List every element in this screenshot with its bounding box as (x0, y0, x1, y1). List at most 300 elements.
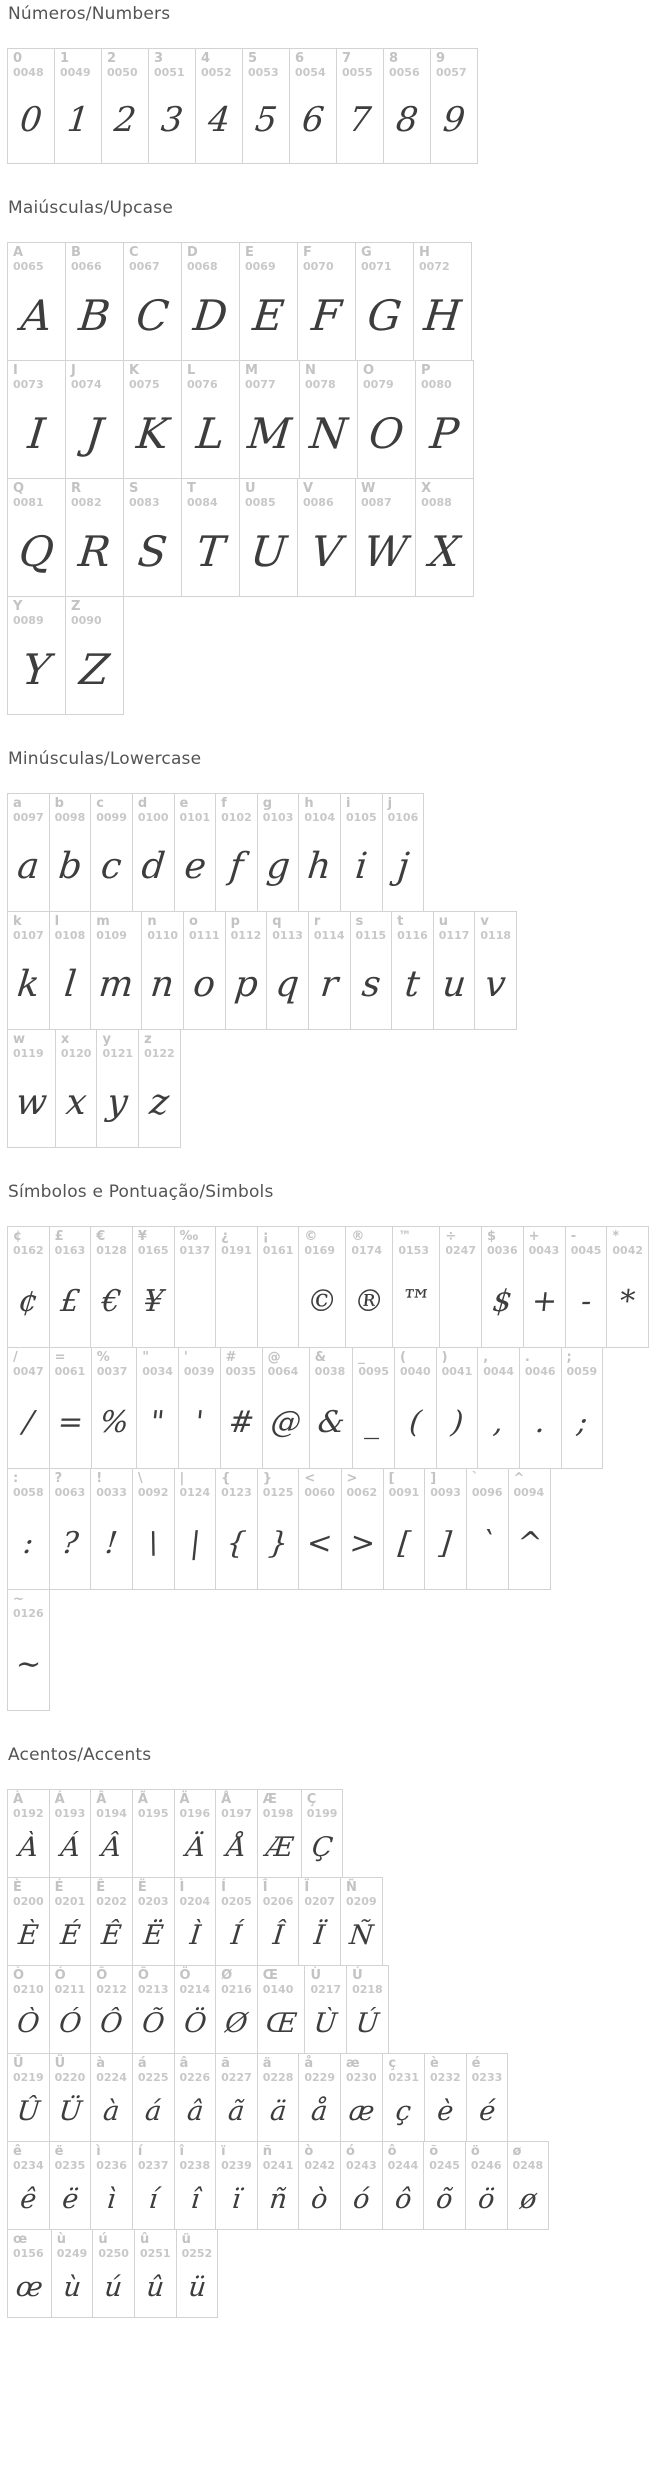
cell-unicode-code: 0082 (71, 496, 102, 510)
glyph-cell (298, 1877, 341, 1966)
cell-unicode-code: 0247 (445, 1244, 476, 1258)
cell-unicode-code: 0093 (430, 1486, 461, 1500)
cell-glyph-preview: C (133, 291, 172, 341)
cell-character-label: C (129, 245, 139, 260)
cell-glyph-preview: t (403, 964, 422, 1006)
cell-unicode-code: 0248 (512, 2159, 544, 2173)
cell-glyph-preview: Í (229, 1920, 244, 1952)
glyph-cell (413, 242, 472, 361)
cell-character-label: õ (429, 2144, 439, 2159)
glyph-cell (65, 596, 124, 715)
cell-character-label: n (147, 914, 157, 929)
cell-unicode-code: 0169 (304, 1244, 335, 1258)
section-title-numbers: Números/Numbers (8, 4, 171, 24)
glyph-cell (225, 911, 268, 1030)
cell-character-label: Å (221, 1792, 232, 1807)
cell-unicode-code: 0251 (139, 2247, 171, 2261)
cell-unicode-code: 0235 (54, 2159, 86, 2173)
cell-unicode-code: 0054 (295, 66, 326, 80)
cell-glyph-preview: ø (518, 2184, 538, 2216)
glyph-cell (430, 48, 478, 164)
cell-glyph-preview: < (305, 1526, 335, 1562)
glyph-cell (174, 1789, 217, 1878)
glyph-row (7, 793, 661, 912)
cell-unicode-code: 0035 (225, 1365, 257, 1379)
cell-unicode-code: 0174 (351, 1244, 382, 1258)
cell-unicode-code: 0225 (137, 2071, 169, 2085)
cell-character-label: ? (54, 1471, 63, 1486)
cell-glyph-preview: - (579, 1284, 593, 1320)
cell-unicode-code: 0067 (129, 260, 160, 274)
glyph-row (7, 911, 661, 1030)
cell-unicode-code: 0202 (96, 1895, 127, 1909)
cell-glyph-preview: c (99, 846, 124, 888)
cell-glyph-preview: = (55, 1405, 85, 1441)
cell-glyph-preview: } (266, 1526, 290, 1562)
cell-unicode-code: 0199 (306, 1807, 338, 1821)
cell-unicode-code: 0237 (137, 2159, 169, 2173)
glyph-cell (298, 1468, 341, 1590)
cell-glyph-preview: e (182, 846, 208, 888)
cell-glyph-preview: Ï (312, 1920, 327, 1952)
cell-character-label: Ü (54, 2056, 66, 2071)
cell-unicode-code: 0244 (387, 2159, 419, 2173)
cell-glyph-preview: 5 (253, 100, 279, 141)
cell-unicode-code: 0105 (346, 811, 377, 825)
glyph-cell (340, 2141, 383, 2230)
section-title-accents: Acentos/Accents (8, 1745, 152, 1765)
glyph-cell (436, 1347, 479, 1469)
cell-character-label: 7 (342, 51, 352, 66)
cell-glyph-preview (217, 1258, 257, 1345)
cell-character-label: ~ (13, 1592, 24, 1607)
cell-character-label: Ø (221, 1968, 233, 1983)
cell-character-label: k (13, 914, 22, 929)
cell-unicode-code: 0085 (245, 496, 276, 510)
glyph-cell (298, 1226, 346, 1348)
glyph-cell (141, 911, 184, 1030)
cell-character-label: z (144, 1032, 152, 1047)
section-lowercase (7, 749, 661, 1148)
cell-glyph-preview: # (226, 1405, 256, 1441)
cell-glyph-preview: d (139, 846, 167, 888)
cell-unicode-code: 0140 (262, 1983, 294, 1997)
cell-glyph-preview: ú (103, 2272, 124, 2304)
glyph-cell (178, 1347, 221, 1469)
cell-character-label: [ (388, 1471, 395, 1486)
cell-glyph-preview: i (353, 846, 370, 888)
section-title-lowercase: Minúsculas/Lowercase (8, 749, 202, 769)
cell-glyph-preview: N (307, 409, 350, 459)
cell-unicode-code: 0098 (54, 811, 86, 825)
cell-glyph-preview: ó (351, 2184, 372, 2216)
cell-unicode-code: 0073 (13, 378, 44, 392)
cell-character-label: í (137, 2144, 143, 2159)
cell-glyph-preview: í (147, 2184, 160, 2216)
cell-character-label: } (262, 1471, 273, 1486)
cell-unicode-code: 0206 (262, 1895, 294, 1909)
glyph-cell (415, 360, 474, 479)
cell-unicode-code: 0198 (262, 1807, 294, 1821)
glyph-cell (96, 1029, 139, 1148)
glyph-cell (266, 911, 309, 1030)
cell-glyph-preview: œ (14, 2272, 45, 2304)
cell-unicode-code: 0050 (107, 66, 138, 80)
cell-unicode-code: 0034 (142, 1365, 173, 1379)
glyph-cell (383, 48, 431, 164)
cell-character-label: a (13, 796, 22, 811)
cell-glyph-preview: g (264, 846, 292, 888)
cell-glyph-preview: Ê (100, 1920, 124, 1952)
cell-glyph-preview: æ (347, 2096, 377, 2128)
cell-unicode-code: 0165 (137, 1244, 169, 1258)
cell-glyph-preview: J (83, 409, 106, 459)
cell-unicode-code: 0078 (305, 378, 336, 392)
cell-character-label: 9 (436, 51, 446, 66)
glyph-cell (7, 1468, 50, 1590)
glyph-cell (174, 1226, 217, 1348)
cell-unicode-code: 0064 (267, 1365, 299, 1379)
cell-character-label: , (483, 1350, 489, 1365)
cell-character-label: c (96, 796, 104, 811)
cell-glyph-preview: ` (477, 1526, 497, 1562)
cell-glyph-preview: v (483, 964, 509, 1006)
cell-glyph-preview: @ (268, 1405, 303, 1441)
glyph-cell (477, 1347, 520, 1469)
cell-character-label: ä (262, 2056, 272, 2071)
glyph-cell (481, 1226, 524, 1348)
cell-unicode-code: 0101 (179, 811, 211, 825)
glyph-cell (195, 48, 243, 164)
glyph-cell (49, 1347, 92, 1469)
glyph-cell (90, 1468, 133, 1590)
cell-unicode-code: 0102 (221, 811, 252, 825)
cell-glyph-preview: m (97, 964, 136, 1006)
cell-glyph-preview: Û (15, 2096, 42, 2128)
cell-character-label: + (528, 1229, 540, 1244)
glyph-cell (423, 2141, 466, 2230)
cell-character-label: Ù (310, 1968, 322, 1983)
cell-glyph-preview: 0 (18, 100, 44, 141)
cell-unicode-code: 0090 (71, 614, 102, 628)
glyph-cell (215, 2141, 258, 2230)
cell-glyph-preview: Ü (56, 2096, 83, 2128)
cell-character-label: W (361, 481, 376, 496)
glyph-cell (148, 48, 196, 164)
glyph-cell (91, 1347, 138, 1469)
cell-character-label: ç (388, 2056, 397, 2071)
cell-glyph-preview: 6 (300, 100, 326, 141)
glyph-cell (174, 2141, 217, 2230)
cell-character-label: € (96, 1229, 106, 1244)
glyph-cell (466, 2053, 509, 2142)
cell-character-label: H (419, 245, 430, 260)
cell-glyph-preview: ( (407, 1405, 424, 1441)
glyph-cell (215, 793, 258, 912)
cell-character-label: á (137, 2056, 147, 2071)
cell-glyph-preview: Ë (141, 1920, 165, 1952)
cell-unicode-code: 0046 (524, 1365, 556, 1379)
glyph-row (7, 1789, 661, 1878)
cell-character-label: e (179, 796, 189, 811)
cell-unicode-code: 0071 (361, 260, 392, 274)
cell-character-label: Í (221, 1880, 226, 1895)
cell-character-label: è (430, 2056, 439, 2071)
cell-glyph-preview: M (245, 409, 294, 459)
glyph-cell (90, 793, 133, 912)
cell-unicode-code: 0194 (96, 1807, 127, 1821)
cell-unicode-code: 0153 (398, 1244, 429, 1258)
cell-character-label: ' (183, 1350, 188, 1365)
glyph-cell (123, 478, 182, 597)
cell-glyph-preview: ¢ (16, 1284, 40, 1320)
cell-glyph-preview: ~ (14, 1647, 43, 1683)
glyph-cell (134, 2229, 177, 2318)
cell-character-label: ñ (262, 2144, 273, 2159)
glyph-row (7, 1226, 661, 1348)
cell-character-label: s (355, 914, 364, 929)
cell-character-label: d (137, 796, 148, 811)
cell-unicode-code: 0119 (13, 1047, 44, 1061)
cell-glyph-preview: \ (146, 1526, 161, 1562)
cell-glyph-preview: D (191, 291, 230, 341)
glyph-cell (90, 1789, 133, 1878)
cell-glyph-preview: ' (193, 1405, 206, 1441)
glyph-row (7, 2141, 661, 2230)
cell-glyph-preview: X (427, 527, 463, 577)
cell-character-label: 5 (248, 51, 258, 66)
cell-glyph-preview: Å (225, 1832, 248, 1864)
cell-unicode-code: 0058 (13, 1486, 44, 1500)
cell-glyph-preview: y (105, 1082, 131, 1124)
cell-character-label: ! (96, 1471, 103, 1486)
cell-unicode-code: 0234 (13, 2159, 44, 2173)
cell-glyph-preview: T (193, 527, 228, 577)
cell-glyph-preview: õ (434, 2184, 455, 2216)
cell-character-label: æ (346, 2056, 360, 2071)
glyph-cell (138, 1029, 181, 1148)
cell-character-label: Õ (137, 1968, 149, 1983)
glyph-cell (239, 242, 298, 361)
cell-unicode-code: 0231 (388, 2071, 420, 2085)
glyph-cell (340, 2053, 383, 2142)
glyph-cell (350, 911, 393, 1030)
cell-character-label: Ö (179, 1968, 191, 1983)
cell-unicode-code: 0113 (272, 929, 303, 943)
cell-character-label: ú (98, 2232, 108, 2247)
cell-unicode-code: 0097 (13, 811, 44, 825)
cell-character-label: ô (387, 2144, 397, 2159)
cell-character-label: © (304, 1229, 318, 1244)
glyph-cell (90, 1226, 133, 1348)
cell-unicode-code: 0209 (346, 1895, 377, 1909)
glyph-cell (298, 2141, 341, 2230)
glyph-cell (132, 2141, 175, 2230)
cell-glyph-preview: Õ (140, 2008, 166, 2040)
cell-unicode-code: 0069 (245, 260, 276, 274)
glyph-cell (215, 1468, 258, 1590)
cell-glyph-preview: S (135, 527, 170, 577)
cell-unicode-code: 0106 (387, 811, 419, 825)
cell-character-label: ÷ (445, 1229, 457, 1244)
glyph-cell (123, 360, 182, 479)
glyph-cell (415, 478, 474, 597)
cell-character-label: v (480, 914, 489, 929)
cell-glyph-preview: ö (476, 2184, 496, 2216)
glyph-cell (101, 48, 149, 164)
cell-unicode-code: 0156 (13, 2247, 44, 2261)
cell-glyph-preview: " (148, 1405, 167, 1441)
cell-character-label: 1 (60, 51, 70, 66)
cell-glyph-preview: ? (60, 1526, 80, 1562)
glyph-cell (181, 360, 240, 479)
cell-character-label: Æ (262, 1792, 277, 1807)
cell-glyph-preview: 4 (206, 100, 232, 141)
glyph-cell (181, 478, 240, 597)
cell-glyph-preview: £ (58, 1284, 82, 1320)
cell-glyph-preview: ê (18, 2184, 38, 2216)
glyph-cell (519, 1347, 562, 1469)
cell-glyph-preview: j (395, 846, 411, 888)
cell-unicode-code: 0114 (313, 929, 345, 943)
glyph-cell (257, 2053, 300, 2142)
cell-glyph-preview: ã (226, 2096, 247, 2128)
glyph-cell (7, 478, 66, 597)
cell-unicode-code: 0239 (221, 2159, 252, 2173)
cell-glyph-preview: Ä (183, 1832, 207, 1864)
glyph-cell (336, 48, 384, 164)
glyph-cell (424, 2053, 467, 2142)
glyph-cell (257, 1965, 306, 2054)
cell-unicode-code: 0126 (13, 1607, 44, 1621)
cell-glyph-preview: ì (105, 2184, 118, 2216)
cell-glyph-preview: û (144, 2272, 166, 2304)
cell-unicode-code: 0118 (480, 929, 512, 943)
glyph-cell (239, 360, 300, 479)
cell-unicode-code: 0041 (441, 1365, 473, 1379)
glyph-row (7, 48, 661, 164)
cell-glyph-preview: A (18, 291, 55, 341)
glyph-cell (309, 1347, 354, 1469)
glyph-cell (65, 360, 124, 479)
cell-glyph-preview: H (421, 291, 464, 341)
glyph-cell (565, 1226, 608, 1348)
cell-glyph-preview: ) (449, 1405, 465, 1441)
cell-character-label: A (13, 245, 24, 260)
cell-unicode-code: 0043 (528, 1244, 560, 1258)
glyph-row (7, 1029, 661, 1148)
glyph-cell (298, 793, 341, 912)
glyph-cell (7, 1877, 50, 1966)
cell-unicode-code: 0059 (566, 1365, 598, 1379)
cell-glyph-preview: _ (364, 1405, 384, 1441)
cell-character-label: T (187, 481, 196, 496)
cell-glyph-preview: Á (58, 1832, 82, 1864)
cell-unicode-code: 0115 (355, 929, 387, 943)
cell-unicode-code: 0048 (13, 66, 44, 80)
cell-unicode-code: 0116 (397, 929, 428, 943)
glyph-cell (215, 1789, 258, 1878)
glyph-cell (49, 1789, 92, 1878)
cell-unicode-code: 0120 (60, 1047, 92, 1061)
cell-glyph-preview: â (185, 2096, 205, 2128)
glyph-cell (132, 1226, 175, 1348)
glyph-row (7, 1468, 661, 1590)
glyph-cell (466, 1468, 509, 1590)
glyph-cell (7, 1589, 50, 1711)
glyph-cell (561, 1347, 604, 1469)
cell-character-label: m (96, 914, 110, 929)
glyph-cell (257, 1789, 302, 1878)
cell-character-label: ö (470, 2144, 480, 2159)
cell-glyph-preview: Ø (223, 2008, 250, 2040)
cell-glyph-preview: ¥ (141, 1284, 165, 1320)
cell-unicode-code: 0137 (179, 1244, 211, 1258)
cell-unicode-code: 0207 (304, 1895, 335, 1909)
cell-unicode-code: 0100 (137, 811, 169, 825)
cell-character-label: = (54, 1350, 66, 1365)
cell-glyph-preview: q (273, 964, 302, 1006)
cell-glyph-preview: 7 (347, 100, 373, 141)
cell-character-label: 2 (107, 51, 117, 66)
glyph-cell (239, 478, 298, 597)
cell-unicode-code: 0038 (314, 1365, 346, 1379)
cell-unicode-code: 0055 (342, 66, 373, 80)
cell-glyph-preview: | (187, 1526, 202, 1562)
cell-glyph-preview: Ç (310, 1832, 335, 1864)
cell-unicode-code: 0044 (483, 1365, 514, 1379)
glyph-cell (174, 1965, 217, 2054)
cell-character-label: Â (96, 1792, 107, 1807)
cell-glyph-preview (441, 1258, 481, 1345)
cell-glyph-preview: ü (186, 2272, 208, 2304)
cell-glyph-preview: k (15, 964, 42, 1006)
cell-character-label: M (245, 363, 258, 378)
glyph-row (7, 1965, 661, 2054)
cell-glyph-preview: % (97, 1405, 131, 1441)
glyph-cell (49, 1965, 92, 2054)
cell-glyph-preview: Ñ (347, 1920, 375, 1952)
glyph-cell (132, 1877, 175, 1966)
glyph-cell (345, 1226, 393, 1348)
glyph-cell (439, 1226, 482, 1348)
cell-glyph-preview: Y (20, 645, 53, 695)
cell-glyph-preview: © (305, 1284, 340, 1320)
cell-unicode-code: 0072 (419, 260, 450, 274)
glyph-cell (183, 911, 226, 1030)
cell-character-label: o (189, 914, 198, 929)
glyph-cell (65, 478, 124, 597)
cell-unicode-code: 0125 (262, 1486, 294, 1500)
cell-unicode-code: 0103 (262, 811, 294, 825)
cell-character-label: â (179, 2056, 189, 2071)
cell-unicode-code: 0062 (346, 1486, 378, 1500)
glyph-cell (181, 242, 240, 361)
cell-glyph-preview: u (440, 964, 468, 1006)
cell-unicode-code: 0084 (187, 496, 218, 510)
glyph-cell (298, 2053, 341, 2142)
cell-unicode-code: 0236 (96, 2159, 127, 2173)
cell-character-label: 0 (13, 51, 23, 66)
cell-unicode-code: 0047 (13, 1365, 44, 1379)
cell-character-label: : (13, 1471, 19, 1486)
glyph-cell (242, 48, 290, 164)
cell-glyph-preview: È (16, 1920, 40, 1952)
cell-character-label: ø (512, 2144, 522, 2159)
cell-character-label: g (262, 796, 273, 811)
cell-character-label: é (471, 2056, 481, 2071)
glyph-cell (523, 1226, 566, 1348)
